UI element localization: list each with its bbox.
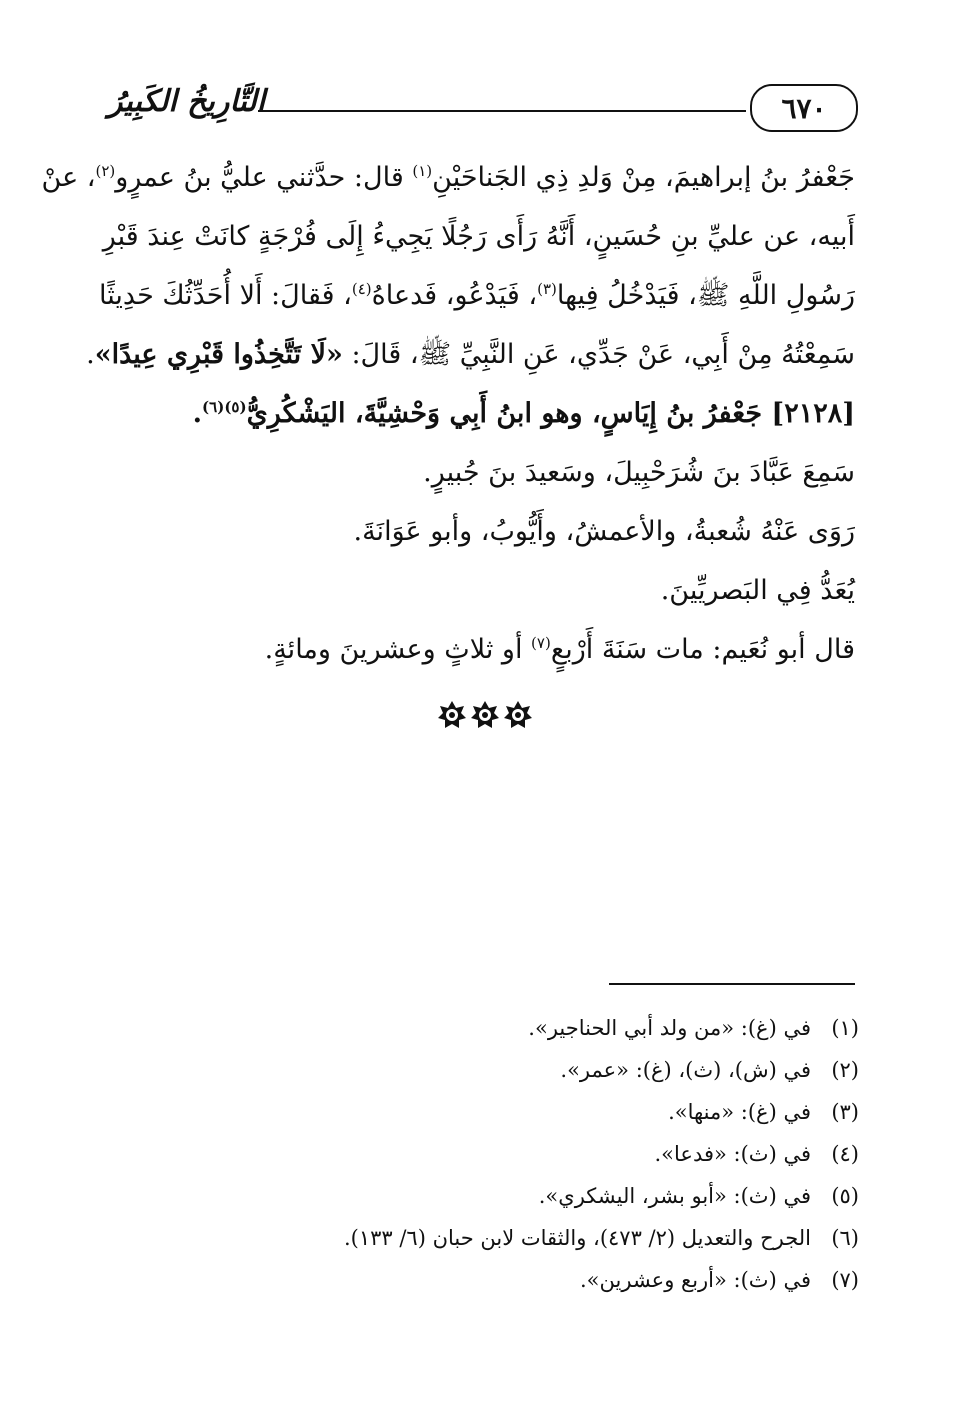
footnote-ref[interactable]: (٥)(٦) <box>202 398 247 416</box>
text-span: جَعْفرُ بنُ إبراهيمَ، مِنْ وَلدِ ذِي الجَناحَيْنِ <box>432 162 855 193</box>
text-span: رَسُولِ اللَّهِ ﷺ، فَيَدْخُلُ فِيها <box>556 280 855 311</box>
footnotes <box>159 1007 859 1301</box>
footnote-text: في (ث): «أربع وعشرين». <box>580 1268 811 1292</box>
page-number-badge <box>750 84 858 132</box>
page-number: ٦٧٠ <box>781 91 827 125</box>
text-span: . <box>192 398 203 429</box>
section-ornament <box>437 700 533 734</box>
text-span: قال: حدَّثني عليُّ بنُ عمرٍو <box>115 162 413 193</box>
footnote-item <box>159 1217 859 1259</box>
footnote-ref[interactable]: (١) <box>412 162 433 180</box>
footnote-text: في (ث): «فدعا». <box>654 1142 811 1166</box>
footnote-item <box>159 1091 859 1133</box>
text-line: سَمِعَ عَبَّادَ بنَ شُرَحْبِيلَ، وسَعيدَ بنَ جُبيرٍ. <box>423 457 855 488</box>
footnote-ref[interactable]: (٣) <box>537 280 557 298</box>
book-title: التَّارِيخُ الكَبِيرُ <box>108 84 266 119</box>
text-line: رَوَى عَنْهُ شُعبةُ، والأعمشُ، وأَيُّوبُ، وأبو عَوَانَةَ. <box>353 516 855 547</box>
entry-heading <box>115 384 855 443</box>
footnote-ref[interactable]: (٤) <box>351 280 372 298</box>
footnote-item <box>159 1175 859 1217</box>
star-flower-ornament-icon <box>470 700 500 730</box>
page-header <box>108 78 858 136</box>
footnote-number: (٤) <box>831 1142 859 1166</box>
entry-title: [٢١٢٨] جَعْفرُ بنُ إِيَاسٍ، وهو ابنُ أَبِي وَحْشِيَّةَ، اليَشْكُرِيُّ <box>246 398 855 429</box>
text-span: ، عنْ <box>41 162 96 193</box>
text-line <box>99 266 855 325</box>
footnote-number: (٧) <box>831 1268 859 1292</box>
text-span: سَمِعْتُهُ مِنْ أَبِي، عَنْ جَدِّي، عَنِ النَّبِيِّ ﷺ، قَالَ: <box>342 339 855 370</box>
text-span: . <box>86 339 95 370</box>
footnote-item <box>159 1133 859 1175</box>
footnote-text: في (غ): «منها». <box>668 1100 811 1124</box>
footnote-number: (٥) <box>831 1184 859 1208</box>
text-span: أو ثلاثٍ وعشرينَ ومائةٍ. <box>264 634 532 665</box>
footnote-separator <box>609 983 855 985</box>
text-line: أَبيه، عن عليِّ بنِ حُسَينٍ، أَنَّهُ رَأَى رَجُلًا يَجِيءُ إِلَى فُرْجَةٍ كانَتْ عِندَ قَبْرِ <box>102 221 855 252</box>
footnote-text: في (ش)، (ث)، (غ): «عمر». <box>560 1058 811 1082</box>
footnote-text: الجرح والتعديل (٢/ ٤٧٣)، والثقات لابن حبان (٦/ ١٣٣). <box>343 1226 811 1250</box>
main-text <box>41 148 855 679</box>
footnote-ref[interactable]: (٢) <box>95 162 116 180</box>
text-line <box>86 325 855 384</box>
footnote-item <box>159 1049 859 1091</box>
text-span: قال أبو نُعَيم: مات سَنَةَ أَرْبعٍ <box>550 634 855 665</box>
text-line <box>41 148 855 207</box>
footnote-number: (٦) <box>831 1226 859 1250</box>
footnote-item <box>159 1007 859 1049</box>
footnote-number: (٣) <box>831 1100 859 1124</box>
text-line: يُعَدُّ فِي البَصريِّينَ. <box>660 575 855 606</box>
header-rule <box>258 110 746 112</box>
star-flower-ornament-icon <box>437 700 467 730</box>
footnote-text: في (ث): «أبو بشر، اليشكري». <box>538 1184 811 1208</box>
footnote-item <box>159 1259 859 1301</box>
footnote-text: في (غ): «من ولد أبي الحناجير». <box>528 1016 811 1040</box>
footnote-ref[interactable]: (٧) <box>531 634 551 652</box>
hadith-quote: «لَا تَتَّخِذُوا قَبْرِي عِيدًا» <box>94 339 343 370</box>
footnote-number: (٢) <box>831 1058 859 1082</box>
text-span: ، فَقالَ: أَلا أُحَدِّثُكَ حَدِيثًا <box>99 280 352 311</box>
text-span: ، فَيَدْعُو، فَدعاهُ <box>371 280 538 311</box>
text-line <box>115 620 855 679</box>
star-flower-ornament-icon <box>503 700 533 730</box>
footnote-number: (١) <box>831 1016 859 1040</box>
